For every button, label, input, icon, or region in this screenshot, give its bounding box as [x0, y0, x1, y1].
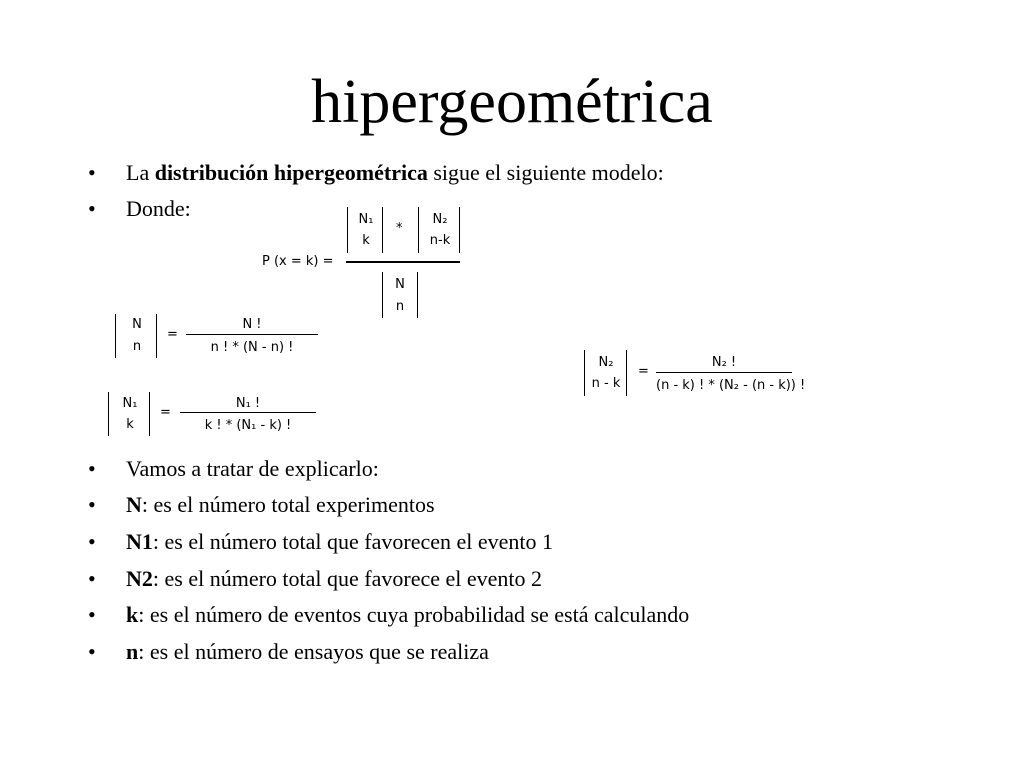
binom-bottom: n - k [591, 376, 621, 391]
binom-bracket-left [382, 272, 383, 318]
fraction-numerator: N₂ ! [711, 355, 737, 370]
bullet-marker: • [88, 492, 96, 517]
bullet-text: : es el número de eventos cuya probabilidad se está calculando [138, 602, 690, 627]
fraction-bar [186, 334, 318, 335]
formula-lhs: P (x = k) = [262, 254, 334, 269]
bullet-text: : es el número total que favorecen el evento 1 [152, 529, 554, 554]
binom-bottom: k [126, 417, 134, 432]
bullet-marker: • [88, 639, 96, 664]
bullet-marker: • [88, 566, 96, 591]
bullet-def-n-total [88, 490, 435, 520]
binom-bracket-left [108, 392, 109, 436]
binom-top: N [132, 317, 142, 332]
bullet-text: Donde: [126, 196, 191, 221]
binom-top: N₂ [598, 355, 614, 370]
denominator-top: N [395, 277, 405, 292]
fraction-denominator: k ! * (N₁ - k) ! [204, 418, 292, 433]
fraction-denominator: (n - k) ! * (N₂ - (n - k)) ! [656, 378, 806, 393]
bullet-def-n1 [88, 527, 553, 557]
binom-bottom: n [132, 339, 142, 354]
bullet-def-n-trials [88, 637, 489, 667]
bullet-text: : es el número total experimentos [141, 492, 435, 517]
bullet-text-post: sigue el siguiente modelo: [427, 160, 664, 185]
equals-sign: = [638, 364, 649, 379]
binom2-bottom: n-k [429, 233, 451, 248]
binom-bracket-left [418, 207, 419, 253]
binom-bracket-left [115, 314, 116, 358]
binom1-bottom: k [362, 233, 370, 248]
fraction-numerator: N₁ ! [235, 396, 261, 411]
times-sign: * [396, 221, 403, 236]
bullet-term: N2 [126, 566, 153, 591]
bullet-text: : es el número de ensayos que se realiza [138, 639, 489, 664]
bullet-term: N1 [126, 529, 153, 554]
bullet-text: Vamos a tratar de explicarlo: [126, 456, 379, 481]
denominator-bottom: n [395, 299, 405, 314]
bullet-marker: • [88, 160, 96, 185]
equals-sign: = [167, 327, 178, 342]
bullet-text-pre: La [126, 160, 155, 185]
bullet-def-k [88, 600, 689, 630]
bullet-marker: • [88, 529, 96, 554]
bullet-marker: • [88, 196, 96, 221]
binom-bracket-right [417, 272, 418, 318]
binom2-top: N₂ [432, 212, 448, 227]
bullet-intro-model [88, 158, 664, 188]
fraction-numerator: N ! [242, 317, 262, 332]
bullet-text-bold: distribución hipergeométrica [154, 160, 428, 185]
bullet-term: k [126, 602, 139, 627]
fraction-bar [656, 372, 792, 373]
binom-bracket-right [382, 207, 383, 253]
bullet-marker: • [88, 602, 96, 627]
binom-bracket-right [626, 350, 627, 396]
bullet-donde [88, 194, 191, 224]
binom-bracket-left [584, 350, 585, 396]
binom-bracket-left [347, 207, 348, 253]
equals-sign: = [160, 405, 171, 420]
bullet-text: : es el número total que favorece el evento 2 [152, 566, 543, 591]
fraction-bar [346, 261, 460, 263]
fraction-bar [180, 412, 316, 413]
binom-bracket-right [156, 314, 157, 358]
binom-top: N₁ [122, 396, 138, 411]
bullet-explain [88, 454, 379, 484]
bullet-term: N [126, 492, 142, 517]
slide-title: hipergeométrica [311, 68, 713, 136]
binom-bracket-right [149, 392, 150, 436]
bullet-marker: • [88, 456, 96, 481]
binom1-top: N₁ [358, 212, 374, 227]
bullet-term: n [126, 639, 139, 664]
bullet-def-n2 [88, 564, 542, 594]
fraction-denominator: n ! * (N - n) ! [210, 340, 294, 355]
binom-bracket-right [459, 207, 460, 253]
